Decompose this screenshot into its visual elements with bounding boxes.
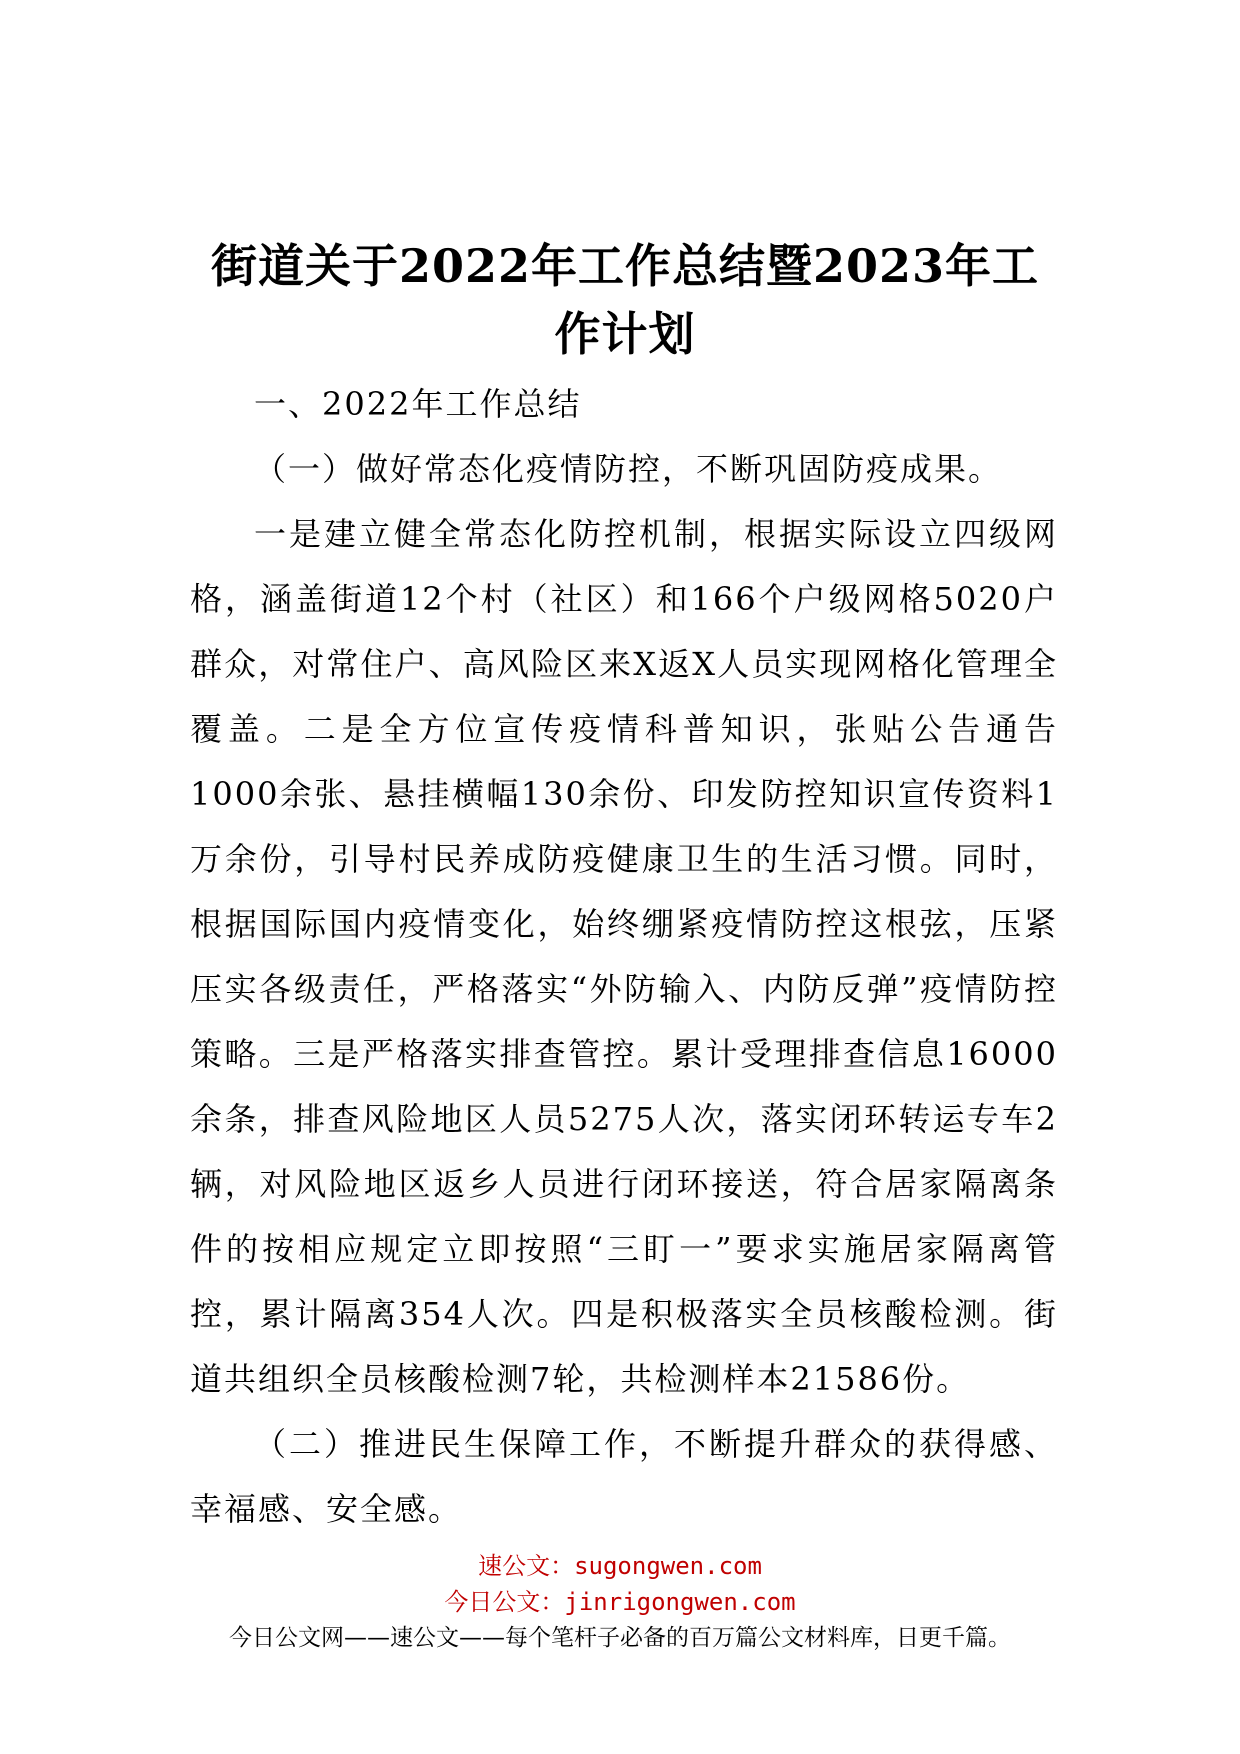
watermark-footer [0, 1548, 1240, 1656]
subsection-heading-2: （二）推进民生保障工作，不断提升群众的获得感、幸福感、安全感。 [190, 1425, 1058, 1528]
footer-link-1[interactable]: sugongwen.com [574, 1552, 762, 1580]
footer-tagline: 今日公文网——速公文——每个笔杆子必备的百万篇公文材料库，日更千篇。 [229, 1625, 1011, 1651]
document-body [190, 372, 1058, 1542]
section-heading: 一、2022年工作总结 [254, 385, 582, 423]
footer-site-label-2: 今日公文： [444, 1588, 565, 1616]
document-title: 街道关于2022年工作总结暨2023年工作计划 [210, 239, 1040, 361]
footer-line-1 [0, 1548, 1240, 1584]
footer-site-label-1: 速公文： [478, 1552, 575, 1580]
footer-link-2[interactable]: jinrigongwen.com [564, 1588, 796, 1616]
subsection-heading-1: （一）做好常态化疫情防控，不断巩固防疫成果。 [254, 450, 1003, 488]
body-paragraph: 一是建立健全常态化防控机制，根据实际设立四级网格，涵盖街道12个村（社区）和166个户级网格5020户群众，对常住户、高风险区来X返X人员实现网格化管理全覆盖。二是全方位宣传疫情科普知识，张贴公告通告1000余张、悬挂横幅130余份、印发防控知识宣传资料1万余份，引导村民养成防疫健康卫生的生活习惯。同时，根据国际国内疫情变化，始终绷紧疫情防控这根弦，压紧压实各级责任，严格落实“外防输入、内防反弹”疫情防控策略。三是严格落实排查管控。累计受理排查信息16000余条，排查风险地区人员5275人次，落实闭环转运专车2辆，对风险地区返乡人员进行闭环接送，符合居家隔离条件的按相应规定立即按照“三盯一”要求实施居家隔离管控，累计隔离354人次。四是积极落实全员核酸检测。街道共组织全员核酸检测7轮，共检测样本21586份。 [190, 515, 1058, 1398]
footer-line-2 [0, 1584, 1240, 1620]
